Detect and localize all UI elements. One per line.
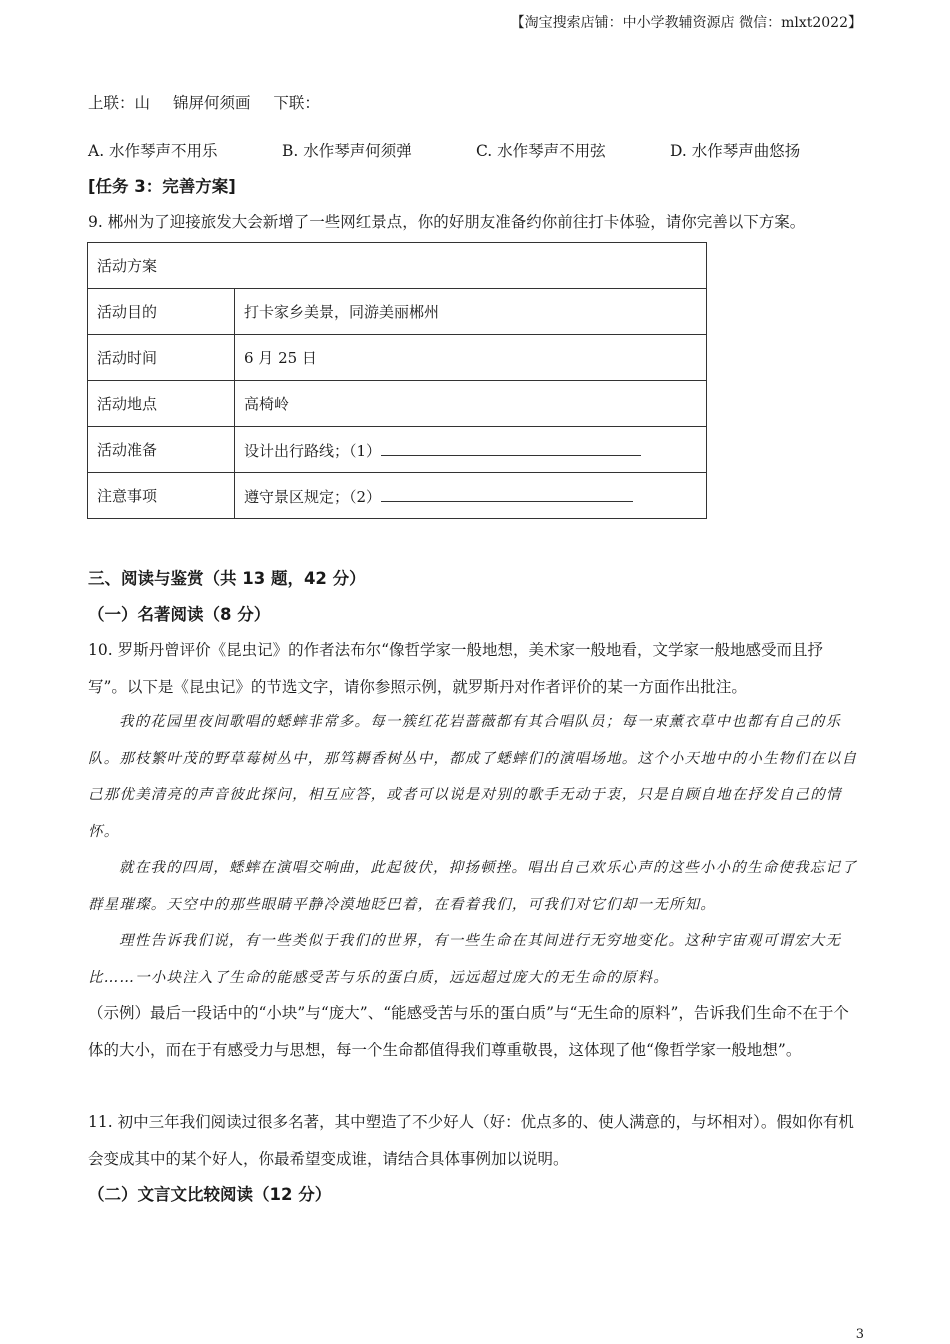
plan-label: 活动目的 xyxy=(88,289,235,335)
page-header: 【淘宝搜索店铺：中小学教辅资源店 微信：mlxt2022】 xyxy=(510,15,862,31)
plan-value: 设计出行路线；（1） xyxy=(244,441,382,460)
plan-header: 活动方案 xyxy=(88,243,707,289)
choice-c: C. 水作琴声不用弦 xyxy=(476,142,606,160)
example-annotation: （示例）最后一段话中的“小块”与“庞大”、“能感受苦与乐的蛋白质”与“无生命的原料”，告诉我们生命不在于个体的大小，而在于有感受力与思想，每一个生命都值得我们尊重敬畏，这体现了他“像哲学家一般地想”。 xyxy=(88,1004,849,1059)
choice-b: B. 水作琴声何须弹 xyxy=(282,142,412,160)
section-3-title: 三、阅读与鉴赏（共 13 题，42 分） xyxy=(88,569,366,588)
plan-label: 活动时间 xyxy=(88,335,235,381)
plan-value-cell xyxy=(235,473,707,519)
plan-label: 活动地点 xyxy=(88,381,235,427)
question-9: 9. 郴州为了迎接旅发大会新增了一些网红景点，你的好朋友准备约你前往打卡体验，请你完善以下方案。 xyxy=(88,213,806,231)
table-row xyxy=(88,243,707,289)
question-10: 10. 罗斯丹曾评价《昆虫记》的作者法布尔“像哲学家一般地想，美术家一般地看，文学家一般地感受而且抒写”。以下是《昆虫记》的节选文字，请你参照示例，就罗斯丹对作者评价的某一方面作出批注。 xyxy=(88,641,824,696)
subsection-1-title: （一）名著阅读（8 分） xyxy=(88,605,271,624)
choice-d: D. 水作琴声曲悠扬 xyxy=(670,142,801,160)
question-11: 11. 初中三年我们阅读过很多名著，其中塑造了不少好人（好：优点多的、使人满意的，与坏相对）。假如你有机会变成其中的某个好人，你最希望变成谁，请结合具体事例加以说明。 xyxy=(88,1113,854,1168)
couplet-upper-label: 上联：山 xyxy=(88,94,151,112)
plan-label: 活动准备 xyxy=(88,427,235,473)
table-row xyxy=(88,427,707,473)
task3-title: [任务 3：完善方案] xyxy=(88,177,236,196)
plan-value: 打卡家乡美景，同游美丽郴州 xyxy=(235,289,707,335)
answer-blank-2[interactable] xyxy=(381,485,633,502)
subsection-2-title: （二）文言文比较阅读（12 分） xyxy=(88,1185,332,1204)
table-row xyxy=(88,381,707,427)
excerpt-paragraph: 我的花园里夜间歌唱的蟋蟀非常多。每一簇红花岩蔷薇都有其合唱队员；每一束薰衣草中也都有自己的乐队。那枝繁叶茂的野草莓树丛中，那笃耨香树丛中，都成了蟋蟀们的演唱场地。这个小天地中的小生物们在以自己那优美清亮的声音彼此探问，相互应答，或者可以说是对别的歌手无动于衷，只是自顾自地在抒发自己的情怀。 xyxy=(88,714,858,840)
activity-plan-table xyxy=(87,242,707,519)
table-row xyxy=(88,473,707,519)
plan-value: 高椅岭 xyxy=(235,381,707,427)
couplet-lower-label: 下联： xyxy=(273,94,320,112)
plan-value: 6 月 25 日 xyxy=(235,335,707,381)
excerpt-paragraph: 理性告诉我们说，有一些类似于我们的世界，有一些生命在其间进行无穷地变化。这种宇宙观可谓宏大无比……一小块注入了生命的能感受苦与乐的蛋白质，远远超过庞大的无生命的原料。 xyxy=(88,933,842,986)
table-row xyxy=(88,335,707,381)
plan-value: 遵守景区规定；（2） xyxy=(244,487,382,506)
excerpt-passage xyxy=(88,704,860,996)
couplet-line xyxy=(88,91,338,115)
answer-blank-1[interactable] xyxy=(381,439,641,456)
table-row xyxy=(88,289,707,335)
excerpt-paragraph: 就在我的四周，蟋蟀在演唱交响曲，此起彼伏，抑扬顿挫。唱出自己欢乐心声的这些小小的生命使我忘记了群星璀璨。天空中的那些眼睛平静冷漠地眨巴着，在看着我们，可我们对它们却一无所知。 xyxy=(88,860,857,913)
plan-value-cell xyxy=(235,427,707,473)
choice-a: A. 水作琴声不用乐 xyxy=(88,142,218,160)
page-number: 3 xyxy=(855,1327,864,1342)
plan-label: 注意事项 xyxy=(88,473,235,519)
couplet-upper-text: 锦屏何须画 xyxy=(172,94,251,112)
